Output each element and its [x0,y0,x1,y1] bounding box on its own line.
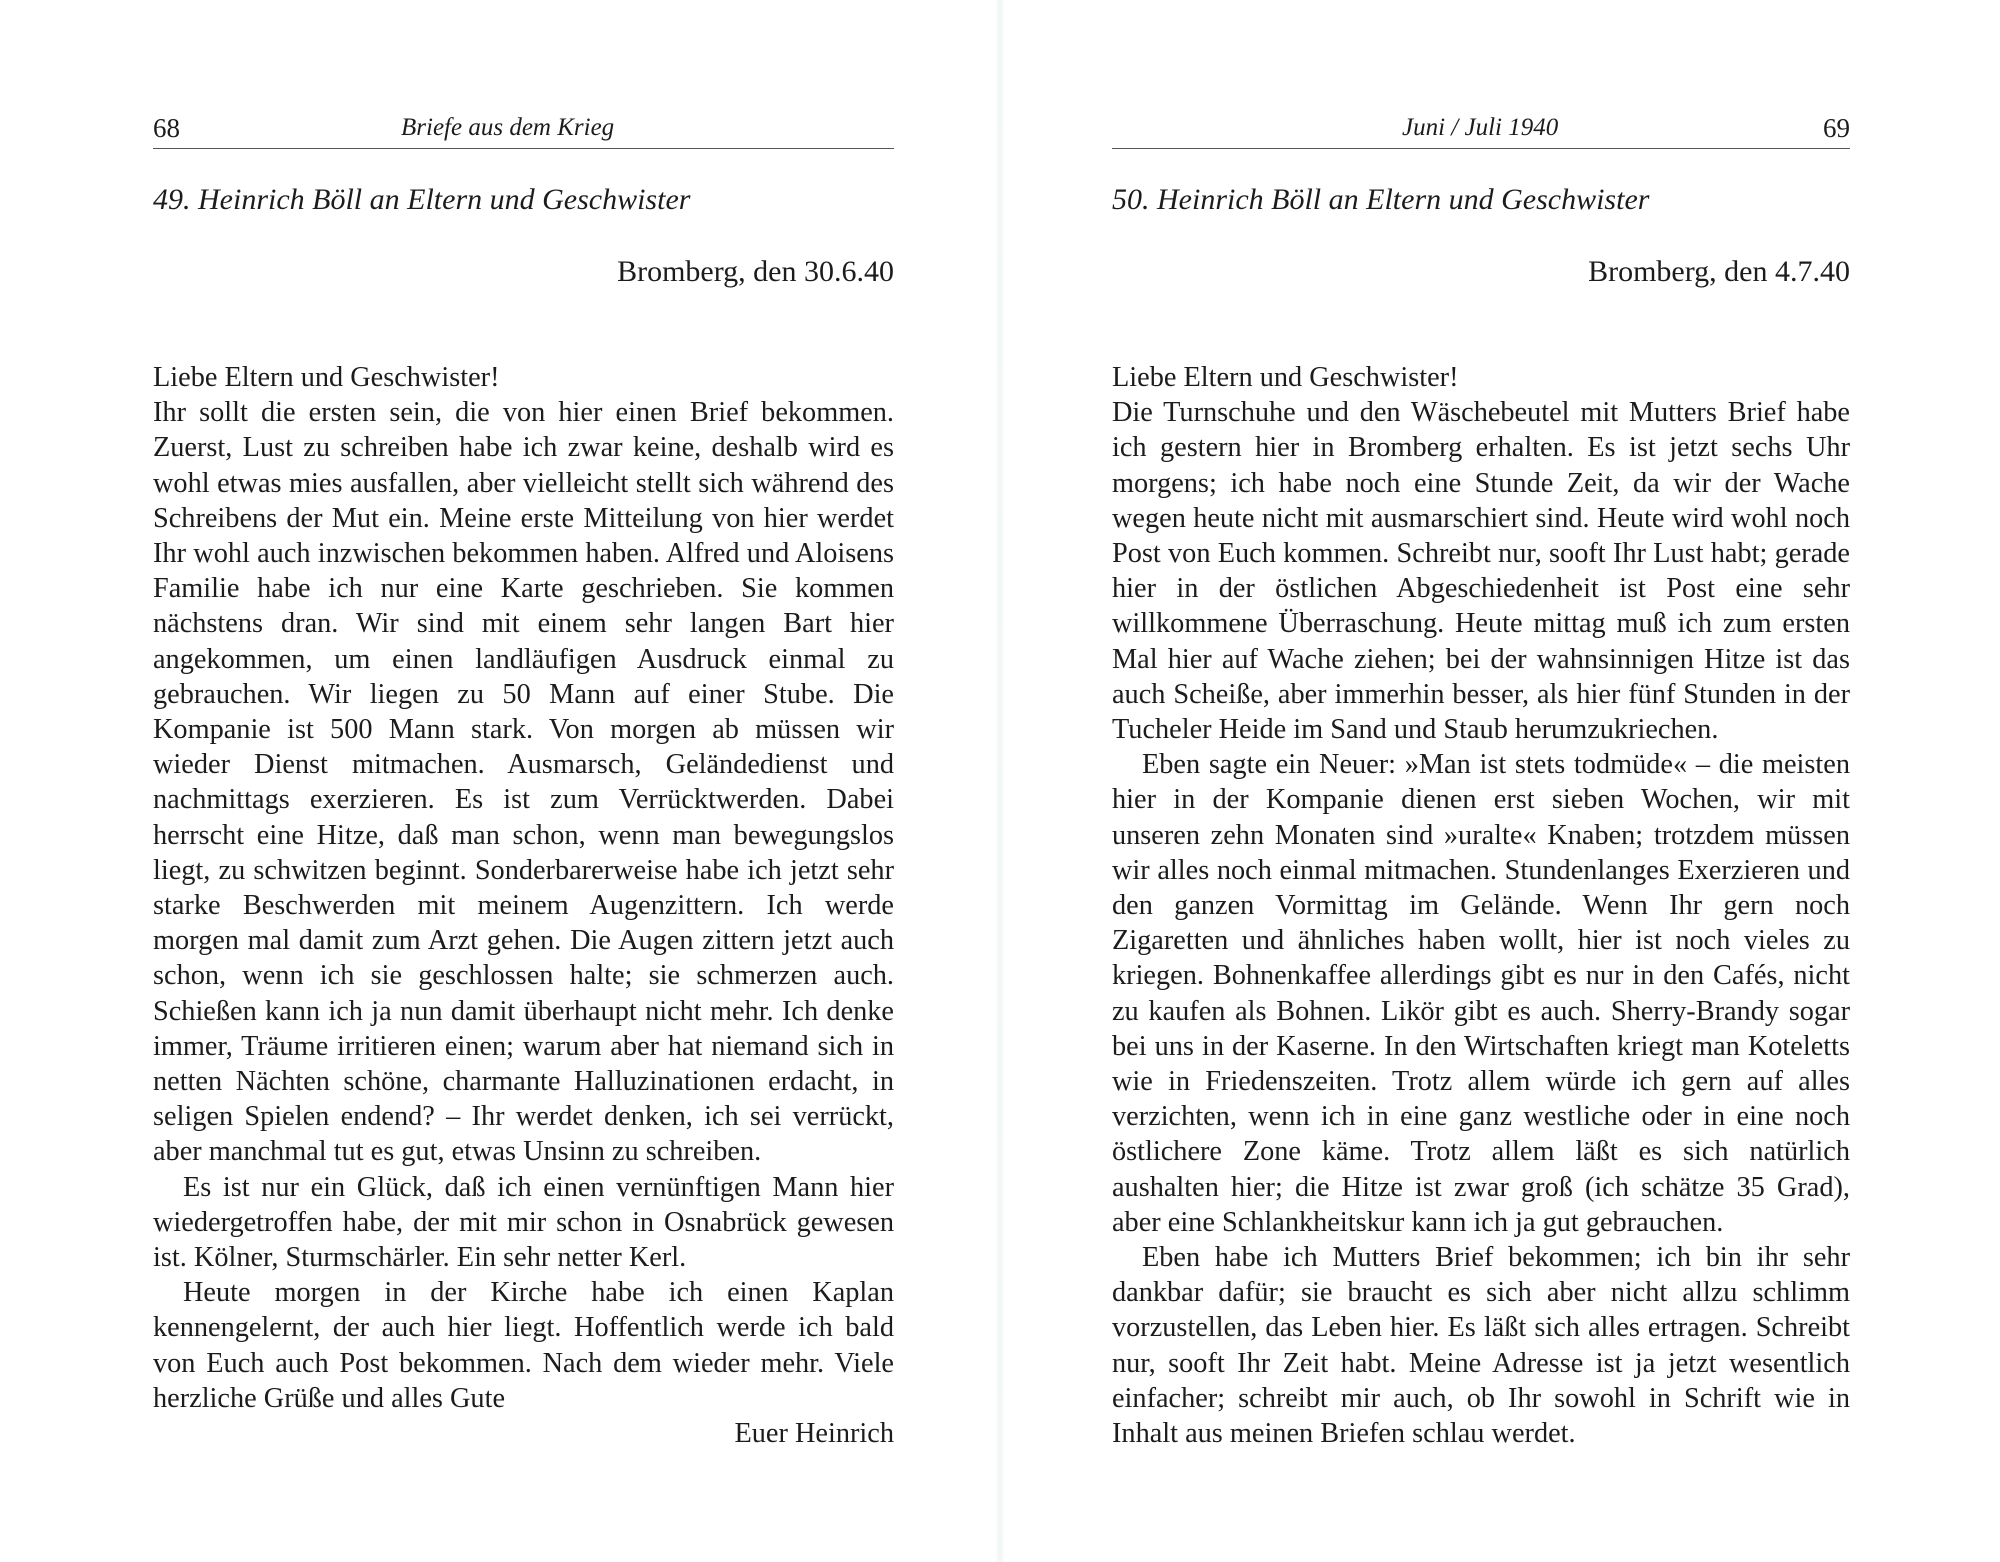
running-header [1112,108,1850,149]
letter-paragraph: Die Turnschuhe und den Wäschebeutel mit Mutters Brief habe ich gestern hier in Bromberg erhalten. Es ist jetzt sechs Uhr morgens; ich habe noch eine Stunde Zeit, da wir der Wache wegen heute nicht mit ausmarschiert sind. Heute wird wohl noch Post von Euch kommen. Schreibt nur, sooft Ihr Lust habt; gerade hier in der östlichen Abgeschiedenheit ist Post eine sehr willkommene Überraschung. Heute mittag muß ich zum ersten Mal hier auf Wache ziehen; bei der wahnsinnigen Hitze ist das auch Scheiße, aber immerhin besser, als hier fünf Stunden in der Tucheler Heide im Sand und Staub herumzukriechen. [1112,397,1850,746]
running-head-title: Briefe aus dem Krieg [401,114,615,141]
running-head-title: Juni / Juli 1940 [1402,114,1559,141]
page-number: 68 [153,113,180,143]
letter-body [153,360,894,1451]
letter-paragraph: Es ist nur ein Glück, daß ich einen vernünftigen Mann hier wiedergetroffen habe, der mit mir schon in Osnabrück gewesen ist. Kölner, Sturmschärler. Ein sehr netter Kerl. [153,1171,894,1274]
page-number: 69 [1823,113,1850,143]
letter-dateline: Bromberg, den 30.6.40 [617,255,894,288]
letter-title: 50. Heinrich Böll an Eltern und Geschwister [1112,183,1650,216]
right-page [1000,0,2000,1562]
letter-salutation: Liebe Eltern und Geschwister! [1112,362,1459,393]
letter-paragraph: Ihr sollt die ersten sein, die von hier einen Brief bekommen. Zuerst, Lust zu schreiben habe ich zwar keine, deshalb wird es wohl etwas mies ausfallen, aber vielleicht stellt sich während des Schreibens der Mut ein. Meine erste Mitteilung von hier werdet Ihr wohl auch inzwischen bekommen haben. Alfred und Aloisens Familie habe ich nur eine Karte geschrieben. Sie kommen nächstens dran. Wir sind mit einem sehr langen Bart hier angekommen, um einen landläufigen Ausdruck einmal zu gebrauchen. Wir liegen zu 50 Mann auf einer Stube. Die Kompanie ist 500 Mann stark. Von morgen ab müssen wir wieder Dienst mitmachen. Ausmarsch, Geländedienst und nachmittags exerzieren. Es ist zum Verrücktwerden. Dabei herrscht eine Hitze, daß man schon, wenn man bewegungslos liegt, zu schwitzen beginnt. Sonderbarerweise habe ich jetzt sehr starke Beschwerden mit meinem Augenzittern. Ich werde morgen mal damit zum Arzt gehen. Die Augen zittern jetzt auch schon, wenn ich sie geschlossen halte; sie schmerzen auch. Schießen kann ich ja nun damit überhaupt nicht mehr. Ich denke immer, Träume irritieren einen; warum aber hat niemand sich in netten Nächten schöne, charmante Halluzinationen erdacht, in seligen Spielen endend? – Ihr werdet denken, ich sei verrückt, aber manchmal tut es gut, etwas Unsinn zu schreiben. [153,397,894,1168]
letter-salutation: Liebe Eltern und Geschwister! [153,362,500,393]
running-header [153,108,894,149]
letter-paragraph: Eben habe ich Mutters Brief bekommen; ich bin ihr sehr dankbar dafür; sie braucht es sich aber nicht allzu schlimm vorzustellen, das Leben hier. Es läßt sich alles ertragen. Schreibt nur, sooft Ihr Zeit habt. Meine Adresse ist ja jetzt wesentlich einfacher; schreibt mir auch, ob Ihr sowohl in Schrift wie in Inhalt aus meinen Briefen schlau werdet. [1112,1242,1850,1450]
letter-paragraph: Eben sagte ein Neuer: »Man ist stets todmüde« – die meisten hier in der Kompanie dienen erst sieben Wochen, wir mit unseren zehn Monaten sind »uralte« Knaben; trotzdem müssen wir alles noch einmal mitmachen. Stundenlanges Exerzieren und den ganzen Vormittag im Gelände. Wenn Ihr gern noch Zigaretten und ähnliches haben wollt, hier ist noch vieles zu kriegen. Bohnenkaffee allerdings gibt es nur in den Cafés, nicht zu kaufen als Bohnen. Likör gibt es auch. Sherry-Brandy sogar bei uns in der Kaserne. In den Wirtschaften kriegt man Koteletts wie in Friedenszeiten. Trotz allem würde ich gern auf alles verzichten, wenn ich in eine ganz westliche oder in eine noch östlichere Zone käme. Trotz allem läßt es sich natürlich aushalten hier; die Hitze ist zwar groß (ich schätze 35 Grad), aber eine Schlankheitskur kann ich ja gut gebrauchen. [1112,749,1850,1238]
letter-signature: Euer Heinrich [734,1418,894,1450]
letter-title: 49. Heinrich Böll an Eltern und Geschwister [153,183,691,216]
letter-body [1112,360,1850,1451]
letter-paragraph: Heute morgen in der Kirche habe ich einen Kaplan kennengelernt, der auch hier liegt. Hoffentlich werde ich bald von Euch auch Post bekommen. Nach dem wieder mehr. Viele herzliche Grüße und alles Gute [153,1277,894,1414]
letter-dateline: Bromberg, den 4.7.40 [1588,255,1850,288]
